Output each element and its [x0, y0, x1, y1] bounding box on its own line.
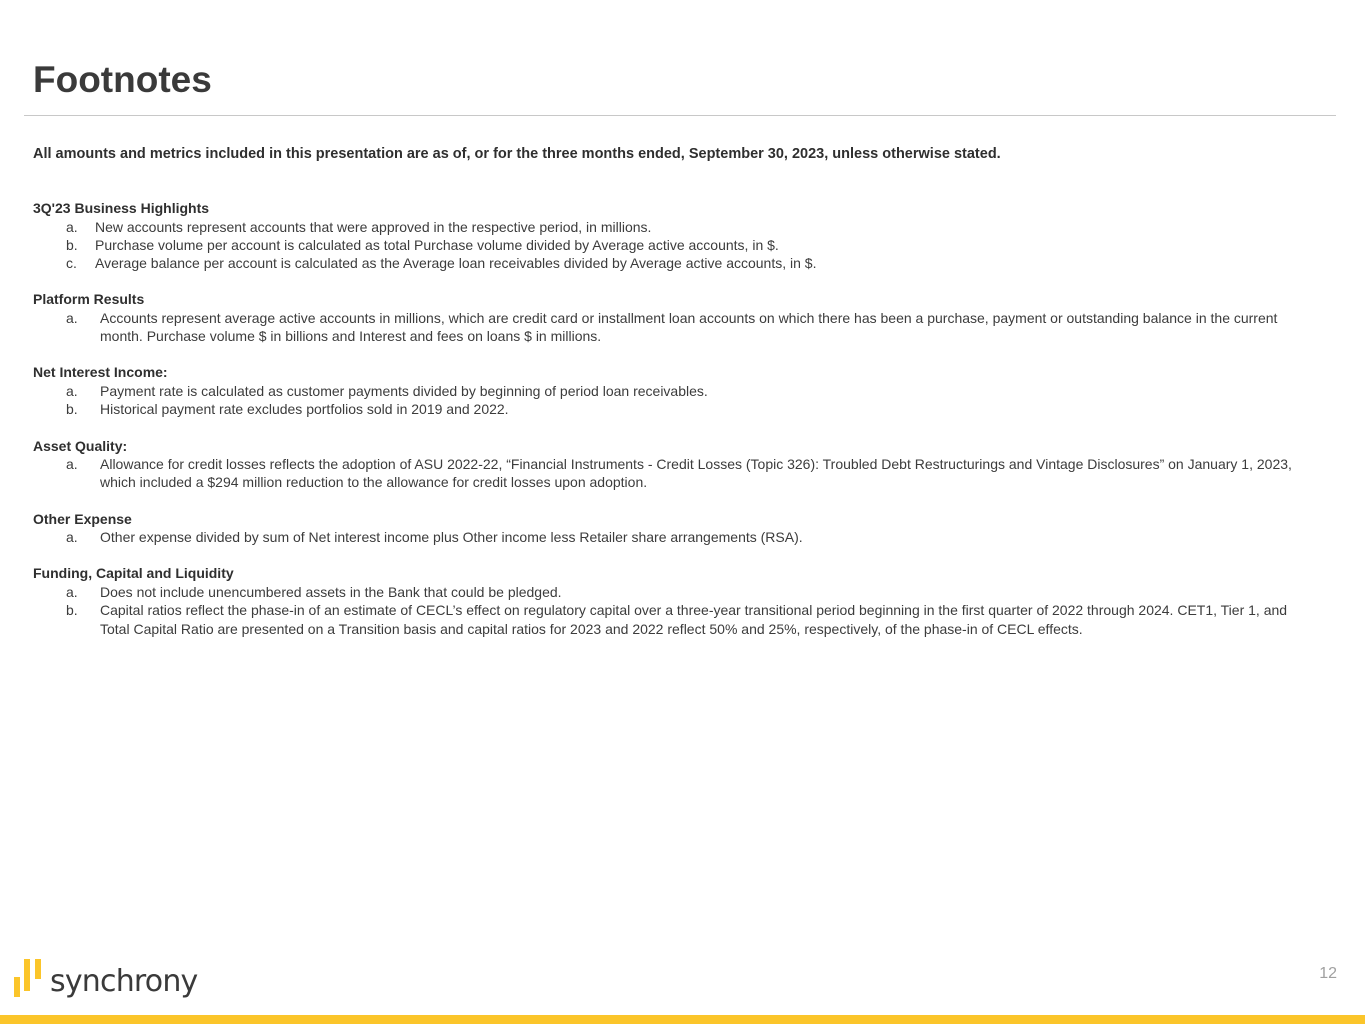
section-net-interest-income [33, 363, 1313, 418]
logo-wordmark: synchrony [50, 964, 198, 999]
footnote-text: Other expense divided by sum of Net interest income plus Other income less Retailer share arrangements (RSA). [100, 529, 803, 546]
section-heading: Other Expense [33, 510, 132, 527]
footnote-item [33, 528, 1313, 546]
section-heading: Net Interest Income: [33, 364, 168, 381]
footnote-marker: a. [66, 218, 78, 235]
section-asset-quality [33, 437, 1313, 492]
footnote-text: Average balance per account is calculated as the Average loan receivables divided by Average active accounts, in $. [95, 255, 817, 272]
footnote-item [33, 218, 1313, 236]
synchrony-logo [14, 957, 198, 997]
page-number: 12 [1319, 965, 1337, 982]
footnote-item [33, 601, 1313, 638]
footnote-item [33, 583, 1313, 601]
footnote-sections [33, 199, 1313, 656]
footnote-item [33, 400, 1313, 418]
footnote-item [33, 254, 1313, 272]
synchrony-bars-icon [14, 957, 42, 997]
section-funding-capital-liquidity [33, 564, 1313, 637]
footnote-text: Purchase volume per account is calculated as total Purchase volume divided by Average active accounts, in $. [95, 236, 779, 253]
footnote-text: Allowance for credit losses reflects the adoption of ASU 2022-22, “Financial Instruments - Credit Losses (Topic 326): Troubled Debt Restructurings and Vintage Disclosures” on January 1, 2023, which included a $294 million reduction to the allowance for credit losses upon adoption. [100, 456, 1292, 491]
footnote-text: Payment rate is calculated as customer payments divided by beginning of period loan receivables. [100, 382, 708, 399]
section-business-highlights [33, 199, 1313, 272]
section-heading: Platform Results [33, 291, 145, 308]
footnote-marker: b. [66, 602, 78, 619]
section-other-expense [33, 510, 1313, 547]
footnote-item [33, 236, 1313, 254]
footnote-item [33, 382, 1313, 400]
section-heading: Asset Quality: [33, 437, 128, 454]
footnote-text: Does not include unencumbered assets in the Bank that could be pledged. [100, 583, 562, 600]
footnote-marker: a. [66, 583, 78, 600]
footnote-marker: b. [66, 236, 78, 253]
footnote-item [33, 455, 1313, 492]
footnote-text: Capital ratios reflect the phase-in of an estimate of CECL’s effect on regulatory capital over a three-year transitional period beginning in the first quarter of 2022 through 2024. CET1, Tier 1, and Total Capital Ratio are presented on a Transition basis and capital ratios for 2023 and 2022 reflect 50% and 25%, respectively, of the phase-in of CECL effects. [100, 602, 1288, 637]
footnote-marker: a. [66, 456, 78, 473]
footnote-item [33, 309, 1313, 346]
footnote-text: New accounts represent accounts that were approved in the respective period, in millions. [95, 218, 652, 235]
section-platform-results [33, 290, 1313, 345]
section-heading: Funding, Capital and Liquidity [33, 565, 234, 582]
footer-accent-bar [0, 1015, 1365, 1024]
title-divider [24, 115, 1336, 116]
footnote-marker: b. [66, 401, 78, 418]
intro-statement: All amounts and metrics included in this presentation are as of, or for the three months ended, September 30, 2023, unless otherwise stated. [33, 146, 1001, 162]
footnote-marker: a. [66, 529, 78, 546]
section-heading: 3Q'23 Business Highlights [33, 200, 210, 216]
footnote-marker: a. [66, 309, 78, 326]
footnote-text: Accounts represent average active accounts in millions, which are credit card or installment loan accounts on which there has been a purchase, payment or outstanding balance in the current month. Purchase volume $ in billions and Interest and fees on loans $ in millions. [100, 309, 1278, 345]
page-title: Footnotes [33, 59, 212, 100]
footnote-marker: c. [66, 255, 77, 272]
footnote-text: Historical payment rate excludes portfolios sold in 2019 and 2022. [100, 401, 509, 418]
footnote-marker: a. [66, 382, 78, 399]
